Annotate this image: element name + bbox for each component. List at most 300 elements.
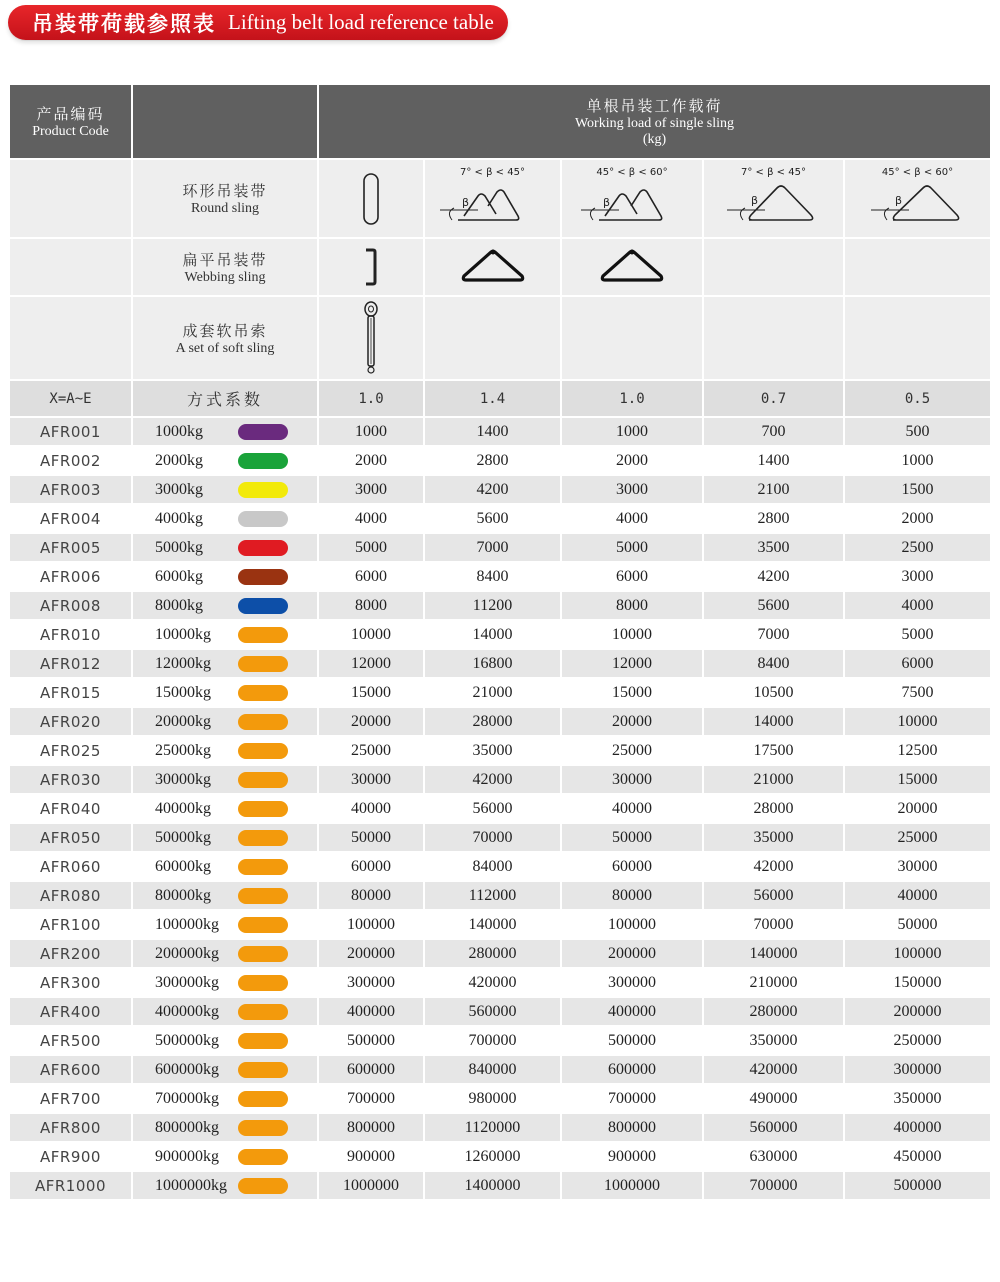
color-swatch	[238, 743, 288, 759]
webbing-sling-icon	[318, 238, 424, 296]
load-value-cell: 28000	[424, 707, 561, 736]
load-value-cell: 21000	[424, 678, 561, 707]
load-value-cell: 6000	[561, 562, 703, 591]
header-row	[9, 84, 991, 159]
capacity-cell	[132, 823, 318, 852]
product-code-cell: AFR400	[9, 997, 132, 1026]
load-value-cell: 900000	[318, 1142, 424, 1171]
angle-b-label: 45° < β < 60°	[596, 167, 668, 178]
load-value-cell: 1000000	[318, 1171, 424, 1200]
table-row	[9, 678, 991, 707]
product-code-cell: AFR001	[9, 417, 132, 446]
load-value-cell: 80000	[318, 881, 424, 910]
color-swatch	[238, 1149, 288, 1165]
round-sling-row	[9, 159, 991, 238]
table-row	[9, 1084, 991, 1113]
soft-sling-set-row	[9, 296, 991, 380]
basket-high-angle-icon	[577, 178, 687, 230]
load-value-cell: 100000	[561, 910, 703, 939]
capacity-label: 60000kg	[155, 857, 211, 875]
load-value-cell: 400000	[318, 997, 424, 1026]
product-code-cell: AFR003	[9, 475, 132, 504]
table-row	[9, 997, 991, 1026]
load-reference-table	[8, 83, 992, 1201]
color-swatch	[238, 482, 288, 498]
capacity-cell	[132, 649, 318, 678]
load-value-cell: 400000	[844, 1113, 991, 1142]
load-value-cell: 140000	[703, 939, 844, 968]
load-value-cell: 15000	[561, 678, 703, 707]
color-swatch	[238, 859, 288, 875]
load-value-cell: 350000	[703, 1026, 844, 1055]
color-swatch	[238, 772, 288, 788]
load-value-cell: 2000	[844, 504, 991, 533]
table-row	[9, 707, 991, 736]
load-value-cell: 8000	[318, 591, 424, 620]
load-value-cell: 25000	[561, 736, 703, 765]
product-code-cn: 产品编码	[36, 105, 105, 123]
load-value-cell: 5000	[561, 533, 703, 562]
load-value-cell: 300000	[318, 968, 424, 997]
capacity-cell	[132, 620, 318, 649]
load-value-cell: 2500	[844, 533, 991, 562]
coefficient-value: 1.0	[318, 380, 424, 417]
load-value-cell: 2800	[424, 446, 561, 475]
product-code-cell: AFR015	[9, 678, 132, 707]
working-load-en: Working load of single sling	[574, 116, 735, 131]
load-value-cell: 17500	[703, 736, 844, 765]
capacity-label: 80000kg	[155, 886, 211, 904]
capacity-label: 600000kg	[155, 1060, 219, 1078]
load-value-cell: 25000	[844, 823, 991, 852]
load-value-cell: 40000	[561, 794, 703, 823]
load-value-cell: 15000	[844, 765, 991, 794]
capacity-cell	[132, 446, 318, 475]
load-value-cell: 150000	[844, 968, 991, 997]
capacity-cell	[132, 417, 318, 446]
coefficient-value: 1.4	[424, 380, 561, 417]
load-value-cell: 2100	[703, 475, 844, 504]
load-value-cell: 5600	[703, 591, 844, 620]
capacity-cell	[132, 997, 318, 1026]
angle-b-beta: β	[603, 196, 611, 209]
capacity-cell	[132, 1084, 318, 1113]
capacity-label: 800000kg	[155, 1118, 219, 1136]
load-value-cell: 30000	[844, 852, 991, 881]
table-row	[9, 533, 991, 562]
product-code-cell: AFR006	[9, 562, 132, 591]
capacity-label: 50000kg	[155, 828, 211, 846]
product-code-cell: AFR010	[9, 620, 132, 649]
load-value-cell: 8400	[703, 649, 844, 678]
capacity-cell	[132, 881, 318, 910]
capacity-cell	[132, 794, 318, 823]
load-value-cell: 40000	[844, 881, 991, 910]
capacity-cell	[132, 1142, 318, 1171]
color-swatch	[238, 1033, 288, 1049]
capacity-cell	[132, 562, 318, 591]
working-load-header	[318, 84, 991, 159]
load-value-cell: 3500	[703, 533, 844, 562]
color-swatch	[238, 453, 288, 469]
load-value-cell: 12500	[844, 736, 991, 765]
product-code-cell: AFR005	[9, 533, 132, 562]
load-value-cell: 10000	[561, 620, 703, 649]
coefficient-value: 0.7	[703, 380, 844, 417]
load-value-cell: 56000	[703, 881, 844, 910]
load-value-cell: 420000	[424, 968, 561, 997]
load-value-cell: 42000	[424, 765, 561, 794]
load-value-cell: 420000	[703, 1055, 844, 1084]
angle-c-label: 7° < β < 45°	[741, 167, 806, 178]
capacity-label: 10000kg	[155, 625, 211, 643]
coefficient-code: X=A~E	[9, 380, 132, 417]
color-swatch	[238, 1004, 288, 1020]
coefficient-value: 0.5	[844, 380, 991, 417]
load-value-cell: 560000	[703, 1113, 844, 1142]
load-value-cell: 5600	[424, 504, 561, 533]
load-value-cell: 42000	[703, 852, 844, 881]
load-value-cell: 8000	[561, 591, 703, 620]
product-code-cell: AFR200	[9, 939, 132, 968]
product-code-cell: AFR020	[9, 707, 132, 736]
table-row	[9, 1171, 991, 1200]
color-swatch	[238, 888, 288, 904]
capacity-cell	[132, 504, 318, 533]
capacity-cell	[132, 968, 318, 997]
load-value-cell: 500000	[561, 1026, 703, 1055]
table-row	[9, 1026, 991, 1055]
load-value-cell: 700	[703, 417, 844, 446]
angle-a-beta: β	[461, 196, 469, 209]
capacity-label: 1000000kg	[155, 1176, 227, 1194]
table-row	[9, 823, 991, 852]
capacity-cell	[132, 765, 318, 794]
capacity-cell	[132, 475, 318, 504]
load-value-cell: 12000	[318, 649, 424, 678]
angle-a-label: 7° < β < 45°	[460, 167, 525, 178]
load-value-cell: 800000	[318, 1113, 424, 1142]
color-swatch	[238, 801, 288, 817]
load-value-cell: 10000	[318, 620, 424, 649]
capacity-cell	[132, 852, 318, 881]
color-swatch	[238, 714, 288, 730]
load-value-cell: 200000	[318, 939, 424, 968]
load-value-cell: 56000	[424, 794, 561, 823]
table-row	[9, 765, 991, 794]
load-value-cell: 80000	[561, 881, 703, 910]
capacity-cell	[132, 1055, 318, 1084]
color-swatch	[238, 598, 288, 614]
load-value-cell: 7500	[844, 678, 991, 707]
choke-low-angle-icon	[719, 178, 829, 230]
product-code-cell: AFR100	[9, 910, 132, 939]
load-value-cell: 20000	[561, 707, 703, 736]
load-value-cell: 3000	[844, 562, 991, 591]
round-sling-label: 环形吊装带 Round sling	[132, 159, 318, 238]
table-row	[9, 649, 991, 678]
load-value-cell: 10500	[703, 678, 844, 707]
color-swatch	[238, 975, 288, 991]
product-code-cell: AFR008	[9, 591, 132, 620]
color-swatch	[238, 830, 288, 846]
soft-sling-set-label: 成套软吊索 A set of soft sling	[132, 296, 318, 380]
load-value-cell: 60000	[318, 852, 424, 881]
color-swatch	[238, 685, 288, 701]
color-swatch	[238, 656, 288, 672]
table-row	[9, 591, 991, 620]
load-value-cell: 1400000	[424, 1171, 561, 1200]
load-value-cell: 500	[844, 417, 991, 446]
table-row	[9, 968, 991, 997]
color-swatch	[238, 1178, 288, 1194]
load-value-cell: 6000	[318, 562, 424, 591]
product-code-cell: AFR800	[9, 1113, 132, 1142]
webbing-sling-icon-graphic	[361, 246, 381, 288]
capacity-cell	[132, 939, 318, 968]
product-code-cell: AFR1000	[9, 1171, 132, 1200]
load-value-cell: 1400	[703, 446, 844, 475]
load-value-cell: 60000	[561, 852, 703, 881]
coefficient-row	[9, 380, 991, 417]
webbing-sling-label: 扁平吊装带 Webbing sling	[132, 238, 318, 296]
capacity-label: 5000kg	[155, 538, 203, 556]
load-value-cell: 100000	[844, 939, 991, 968]
coefficient-value: 1.0	[561, 380, 703, 417]
table-row	[9, 910, 991, 939]
load-value-cell: 300000	[561, 968, 703, 997]
color-swatch	[238, 627, 288, 643]
coefficient-label: 方式系数	[132, 380, 318, 417]
load-value-cell: 3000	[318, 475, 424, 504]
capacity-cell	[132, 1026, 318, 1055]
product-code-cell: AFR080	[9, 881, 132, 910]
load-value-cell: 100000	[318, 910, 424, 939]
capacity-cell	[132, 1113, 318, 1142]
load-value-cell: 40000	[318, 794, 424, 823]
load-value-cell: 700000	[703, 1171, 844, 1200]
load-value-cell: 200000	[561, 939, 703, 968]
soft-sling-set-icon-graphic	[360, 300, 382, 376]
webbing-sling-row	[9, 238, 991, 296]
capacity-label: 300000kg	[155, 973, 219, 991]
color-swatch	[238, 569, 288, 585]
angle-b-diagram	[561, 159, 703, 238]
capacity-label: 25000kg	[155, 741, 211, 759]
load-value-cell: 6000	[844, 649, 991, 678]
load-value-cell: 4000	[844, 591, 991, 620]
load-value-cell: 840000	[424, 1055, 561, 1084]
capacity-label: 400000kg	[155, 1002, 219, 1020]
capacity-cell	[132, 533, 318, 562]
load-value-cell: 10000	[844, 707, 991, 736]
load-value-cell: 50000	[318, 823, 424, 852]
choke-high-angle-icon	[863, 178, 973, 230]
capacity-cell	[132, 736, 318, 765]
load-value-cell: 3000	[561, 475, 703, 504]
webbing-triangle-a	[424, 238, 561, 296]
title-banner	[8, 5, 508, 40]
load-value-cell: 1000	[318, 417, 424, 446]
load-value-cell: 14000	[703, 707, 844, 736]
table-row	[9, 736, 991, 765]
load-value-cell: 490000	[703, 1084, 844, 1113]
round-sling-icon	[318, 159, 424, 238]
webbing-triangle-b	[561, 238, 703, 296]
title-en: Lifting belt load reference table	[228, 10, 494, 34]
product-code-cell: AFR040	[9, 794, 132, 823]
angle-d-label: 45° < β < 60°	[881, 167, 954, 178]
load-value-cell: 450000	[844, 1142, 991, 1171]
load-value-cell: 4200	[703, 562, 844, 591]
table-row	[9, 417, 991, 446]
load-value-cell: 350000	[844, 1084, 991, 1113]
load-value-cell: 1000	[561, 417, 703, 446]
load-value-cell: 50000	[844, 910, 991, 939]
product-code-cell: AFR600	[9, 1055, 132, 1084]
table-row	[9, 475, 991, 504]
angle-c-beta: β	[750, 194, 758, 207]
product-code-cell: AFR030	[9, 765, 132, 794]
load-value-cell: 4000	[318, 504, 424, 533]
load-value-cell: 8400	[424, 562, 561, 591]
product-code-cell: AFR050	[9, 823, 132, 852]
capacity-cell	[132, 678, 318, 707]
capacity-label: 40000kg	[155, 799, 211, 817]
load-value-cell: 280000	[703, 997, 844, 1026]
capacity-cell	[132, 591, 318, 620]
load-value-cell: 16800	[424, 649, 561, 678]
color-swatch	[238, 511, 288, 527]
load-value-cell: 20000	[844, 794, 991, 823]
capacity-label: 30000kg	[155, 770, 211, 788]
color-swatch	[238, 540, 288, 556]
load-value-cell: 600000	[318, 1055, 424, 1084]
table-row	[9, 446, 991, 475]
round-sling-icon-graphic	[361, 171, 381, 227]
load-value-cell: 21000	[703, 765, 844, 794]
product-code-cell: AFR700	[9, 1084, 132, 1113]
load-value-cell: 15000	[318, 678, 424, 707]
load-value-cell: 500000	[844, 1171, 991, 1200]
load-value-cell: 84000	[424, 852, 561, 881]
load-value-cell: 35000	[424, 736, 561, 765]
webbing-triangle-icon	[597, 248, 667, 286]
table-row	[9, 794, 991, 823]
capacity-label: 200000kg	[155, 944, 219, 962]
table-row	[9, 1055, 991, 1084]
table-row	[9, 562, 991, 591]
basket-low-angle-icon	[438, 178, 548, 230]
load-value-cell: 30000	[318, 765, 424, 794]
load-value-cell: 700000	[318, 1084, 424, 1113]
capacity-label: 1000kg	[155, 422, 203, 440]
load-value-cell: 210000	[703, 968, 844, 997]
load-value-cell: 25000	[318, 736, 424, 765]
load-value-cell: 28000	[703, 794, 844, 823]
color-swatch	[238, 424, 288, 440]
working-load-cn: 单根吊装工作载荷	[586, 97, 723, 115]
capacity-label: 900000kg	[155, 1147, 219, 1165]
load-value-cell: 70000	[424, 823, 561, 852]
product-code-cell: AFR002	[9, 446, 132, 475]
capacity-label: 15000kg	[155, 683, 211, 701]
angle-a-diagram	[424, 159, 561, 238]
load-value-cell: 20000	[318, 707, 424, 736]
angle-d-diagram	[844, 159, 991, 238]
load-value-cell: 30000	[561, 765, 703, 794]
product-code-cell: AFR025	[9, 736, 132, 765]
load-value-cell: 1500	[844, 475, 991, 504]
load-value-cell: 300000	[844, 1055, 991, 1084]
title-cn: 吊装带荷载参照表	[32, 11, 216, 36]
color-swatch	[238, 1062, 288, 1078]
capacity-label: 100000kg	[155, 915, 219, 933]
webbing-triangle-icon	[458, 248, 528, 286]
product-code-cell: AFR300	[9, 968, 132, 997]
table-row	[9, 939, 991, 968]
angle-d-beta: β	[894, 194, 902, 207]
product-code-cell: AFR060	[9, 852, 132, 881]
load-value-cell: 280000	[424, 939, 561, 968]
capacity-label: 3000kg	[155, 480, 203, 498]
load-value-cell: 2800	[703, 504, 844, 533]
product-code-en: Product Code	[32, 124, 109, 139]
capacity-label: 8000kg	[155, 596, 203, 614]
working-load-unit: (kg)	[642, 132, 667, 147]
load-value-cell: 12000	[561, 649, 703, 678]
load-value-cell: 980000	[424, 1084, 561, 1113]
capacity-label: 2000kg	[155, 451, 203, 469]
load-value-cell: 1260000	[424, 1142, 561, 1171]
soft-sling-set-icon	[318, 296, 424, 380]
load-value-cell: 11200	[424, 591, 561, 620]
blank-header-cell	[132, 84, 318, 159]
load-value-cell: 1000	[844, 446, 991, 475]
load-value-cell: 7000	[703, 620, 844, 649]
load-value-cell: 5000	[318, 533, 424, 562]
load-value-cell: 140000	[424, 910, 561, 939]
load-value-cell: 50000	[561, 823, 703, 852]
table-row	[9, 620, 991, 649]
load-value-cell: 2000	[318, 446, 424, 475]
table-row	[9, 1113, 991, 1142]
color-swatch	[238, 1091, 288, 1107]
load-value-cell: 112000	[424, 881, 561, 910]
capacity-label: 12000kg	[155, 654, 211, 672]
load-value-cell: 1120000	[424, 1113, 561, 1142]
color-swatch	[238, 946, 288, 962]
load-value-cell: 800000	[561, 1113, 703, 1142]
load-value-cell: 1400	[424, 417, 561, 446]
capacity-label: 700000kg	[155, 1089, 219, 1107]
table-row	[9, 852, 991, 881]
load-value-cell: 700000	[424, 1026, 561, 1055]
load-value-cell: 630000	[703, 1142, 844, 1171]
load-value-cell: 1000000	[561, 1171, 703, 1200]
load-value-cell: 700000	[561, 1084, 703, 1113]
product-code-cell: AFR500	[9, 1026, 132, 1055]
product-code-header	[9, 84, 132, 159]
load-value-cell: 600000	[561, 1055, 703, 1084]
load-value-cell: 200000	[844, 997, 991, 1026]
load-value-cell: 2000	[561, 446, 703, 475]
capacity-label: 20000kg	[155, 712, 211, 730]
capacity-label: 6000kg	[155, 567, 203, 585]
color-swatch	[238, 917, 288, 933]
load-value-cell: 5000	[844, 620, 991, 649]
capacity-cell	[132, 1171, 318, 1200]
